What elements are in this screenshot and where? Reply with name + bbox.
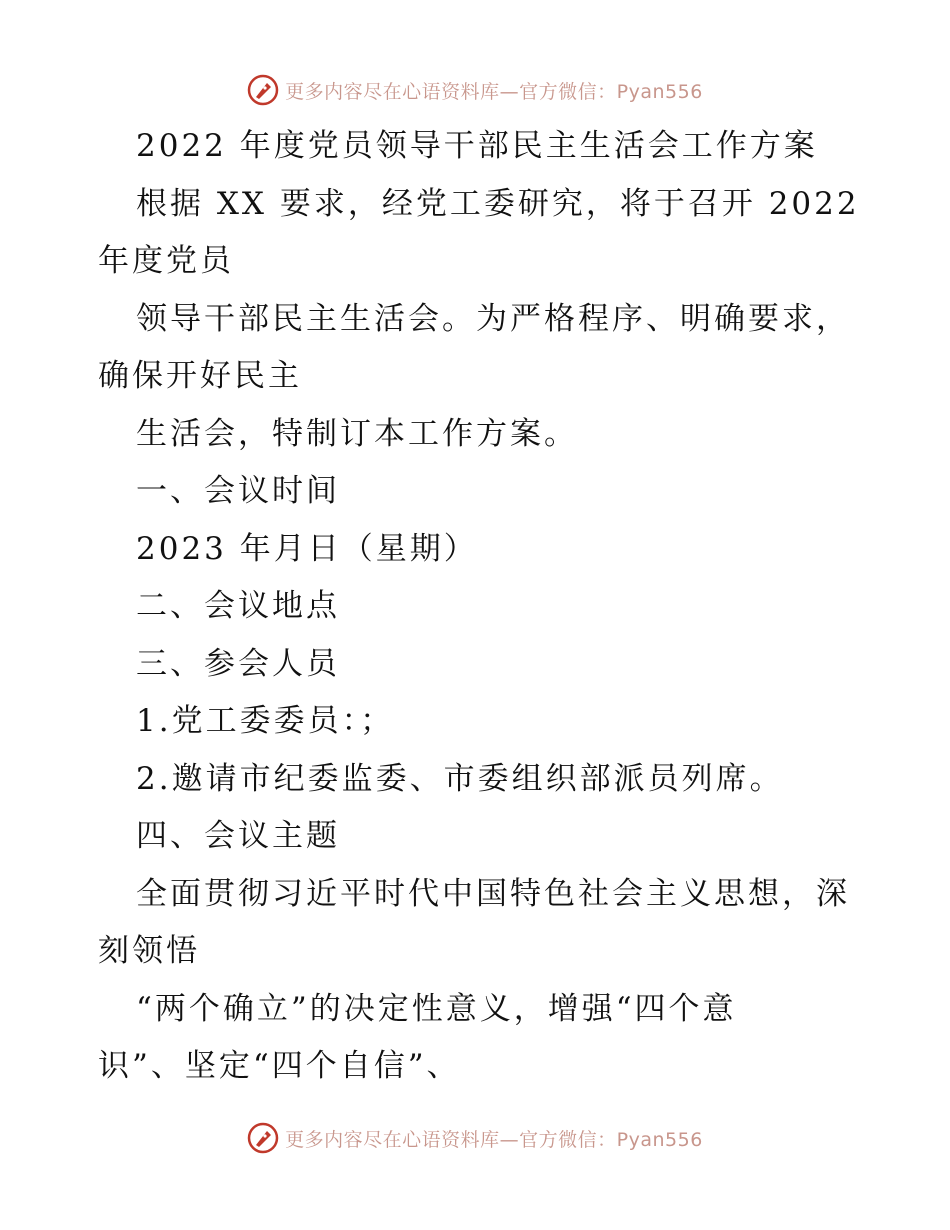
doc-line: 根据 XX 要求，经党工委研究，将于召开 2022 (136, 185, 860, 222)
pen-nib-circle-icon (247, 1122, 279, 1154)
section-heading: 三、参会人员 (136, 645, 340, 682)
doc-line: 年度党员 (98, 243, 234, 279)
doc-line: 刻领悟 (98, 933, 200, 969)
footer-watermark (0, 1118, 950, 1158)
section-heading: 一、会议时间 (136, 473, 340, 509)
doc-line: 1.党工委委员：； (136, 703, 395, 739)
watermark-text: 更多内容尽在心语资料库—官方微信：Pyan556 (285, 80, 703, 103)
doc-title: 2022 年度党员领导干部民主生活会工作方案 (136, 128, 818, 164)
doc-line: 确保开好民主 (98, 358, 302, 394)
doc-line: 领导干部民主生活会。为严格程序、明确要求， (136, 300, 850, 337)
watermark-text: 更多内容尽在心语资料库—官方微信：Pyan556 (285, 1128, 703, 1151)
doc-line: 全面贯彻习近平时代中国特色社会主义思想，深 (136, 875, 850, 912)
header-watermark (0, 70, 950, 110)
doc-line: 生活会，特制订本工作方案。 (136, 415, 578, 452)
doc-line: “两个确立”的决定性意义，增强“四个意 (136, 990, 737, 1027)
section-heading: 二、会议地点 (136, 588, 340, 624)
pen-nib-circle-icon (247, 74, 279, 106)
doc-line: 2.邀请市纪委监委、市委组织部派员列席。 (136, 760, 784, 797)
doc-line: 2023 年月日（星期） (136, 530, 478, 567)
document-body (98, 118, 868, 1096)
section-heading: 四、会议主题 (136, 818, 340, 854)
doc-line: 识”、坚定“四个自信”、 (98, 1048, 461, 1084)
